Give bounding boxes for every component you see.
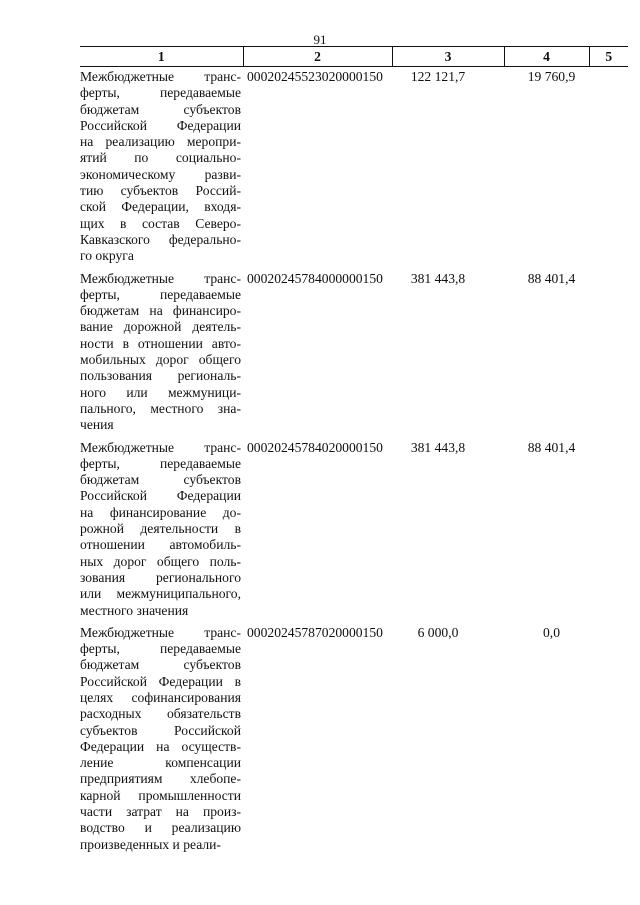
- column-header-1: 1: [80, 47, 243, 67]
- row-value-3: 122 121,7: [410, 69, 466, 84]
- row-description: [80, 269, 243, 438]
- page-number: 91: [313, 32, 327, 47]
- table-row: [80, 67, 628, 269]
- description-line: пального, местного зна-: [80, 400, 241, 416]
- description-line: Российской Федерации в: [80, 673, 241, 689]
- description-line: бюджетам на финансиро-: [80, 303, 241, 319]
- description-line: ности в отношении авто-: [80, 335, 241, 351]
- row-value-3: 6 000,0: [417, 624, 459, 640]
- description-line: ферты, передаваемые: [80, 286, 241, 302]
- description-line: местного значения: [80, 602, 189, 618]
- description-line: вание дорожной деятель-: [80, 319, 241, 335]
- description-line: ферты, передаваемые: [80, 455, 241, 471]
- row-value-5: [589, 438, 628, 623]
- description-line: на реализацию меропри-: [80, 134, 241, 150]
- column-header-4: 4: [504, 47, 589, 67]
- description-line: ятий по социально-: [80, 150, 241, 166]
- description-line: Межбюджетные транс-: [80, 439, 241, 455]
- description-line: чения: [80, 417, 114, 433]
- row-description: [80, 67, 243, 269]
- description-line: ферты, передаваемые: [80, 85, 241, 101]
- row-description: [80, 623, 243, 857]
- budget-table: [80, 46, 628, 857]
- description-line: или межмуниципального,: [80, 586, 241, 602]
- description-line: Межбюджетные транс-: [80, 270, 241, 286]
- description-line: ферты, передаваемые: [80, 641, 241, 657]
- description-line: расходных обязательств: [80, 706, 241, 722]
- row-value-4: 88 401,4: [527, 270, 576, 286]
- row-value-4: 19 760,9: [527, 69, 576, 84]
- description-line: рожной деятельности в: [80, 521, 241, 537]
- row-value-3: 381 443,8: [410, 270, 466, 286]
- row-description: [80, 438, 243, 623]
- description-line: ление компенсации: [80, 755, 241, 771]
- description-line: пользования региональ-: [80, 368, 241, 384]
- description-line: щих в состав Северо-: [80, 215, 241, 231]
- table-body: [80, 67, 628, 857]
- description-line: ного или межмуници-: [80, 384, 241, 400]
- description-line: отношении автомобиль-: [80, 537, 241, 553]
- description-line: произведенных и реали-: [80, 836, 221, 852]
- row-value-5: [589, 67, 628, 269]
- column-header-3: 3: [392, 47, 504, 67]
- description-line: Межбюджетные транс-: [80, 69, 241, 84]
- row-value-5: [589, 269, 628, 438]
- table-row: [80, 438, 628, 623]
- description-line: бюджетам субъектов: [80, 101, 241, 117]
- column-header-5: 5: [589, 47, 628, 67]
- description-line: зования регионального: [80, 569, 241, 585]
- description-line: целях софинансирования: [80, 689, 241, 705]
- row-value-3: 381 443,8: [410, 439, 466, 455]
- description-line: Федерации на осуществ-: [80, 738, 241, 754]
- column-header-2: 2: [243, 47, 392, 67]
- description-line: Межбюджетные транс-: [80, 624, 241, 640]
- row-value-4: 88 401,4: [527, 439, 576, 455]
- table-row: [80, 623, 628, 857]
- row-code: 00020245787020000150: [247, 624, 383, 640]
- description-line: Российской Федерации: [80, 488, 241, 504]
- description-line: тию субъектов Россий-: [80, 183, 241, 199]
- description-line: бюджетам субъектов: [80, 472, 241, 488]
- description-line: водство и реализацию: [80, 820, 241, 836]
- row-code: 00020245523020000150: [247, 69, 383, 84]
- description-line: на финансирование до-: [80, 504, 241, 520]
- table-header-row: [80, 47, 628, 67]
- description-line: карной промышленности: [80, 787, 241, 803]
- description-line: ской Федерации, входя-: [80, 199, 241, 215]
- description-line: ных дорог общего поль-: [80, 553, 241, 569]
- description-line: предприятиям хлебопе-: [80, 771, 241, 787]
- description-line: бюджетам субъектов: [80, 657, 241, 673]
- table-row: [80, 269, 628, 438]
- description-line: Кавказского федерально-: [80, 231, 241, 247]
- description-line: Российской Федерации: [80, 117, 241, 133]
- row-code: 00020245784000000150: [247, 270, 383, 286]
- description-line: го округа: [80, 248, 134, 264]
- description-line: экономическому разви-: [80, 166, 241, 182]
- row-code: 00020245784020000150: [247, 439, 383, 455]
- row-value-5: [589, 623, 628, 857]
- row-value-4: 0,0: [543, 624, 560, 640]
- description-line: мобильных дорог общего: [80, 352, 241, 368]
- description-line: части затрат на произ-: [80, 804, 241, 820]
- description-line: субъектов Российской: [80, 722, 241, 738]
